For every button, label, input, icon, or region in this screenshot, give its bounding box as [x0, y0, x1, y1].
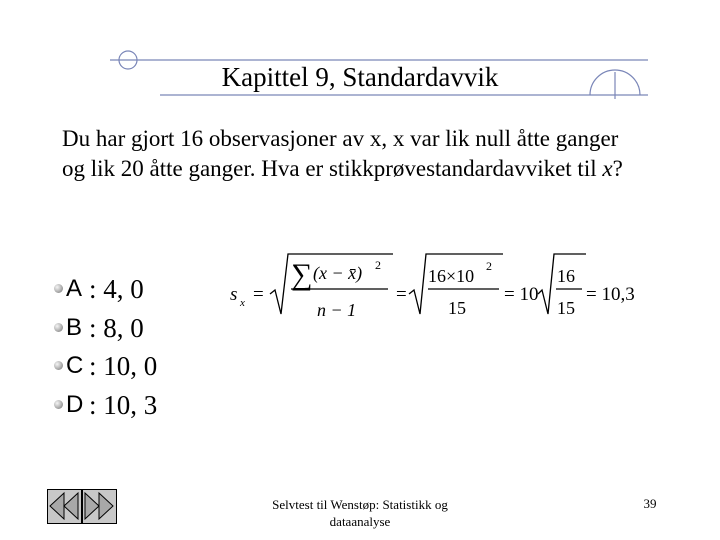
formula-sum-numerator: (x − x̄): [313, 263, 363, 283]
option-value: : 4, 0: [89, 274, 144, 304]
formula-equals: =: [253, 284, 264, 305]
question-line-2: [62, 154, 682, 184]
slide-navigation: [47, 489, 117, 525]
formula-lhs: s: [230, 284, 238, 305]
question-line-1: Du har gjort 16 observasjoner av x, x var lik null åtte ganger: [62, 126, 619, 151]
option-value: : 8, 0: [89, 312, 144, 343]
bullet-icon: [54, 400, 63, 409]
footer-source: [250, 496, 470, 530]
nav-last-button[interactable]: [83, 490, 117, 524]
bullet-icon: [54, 361, 63, 370]
option-value: : 10, 3: [89, 389, 158, 420]
option-letter: C: [66, 352, 84, 379]
formula-lhs-subscript: x: [240, 297, 245, 309]
formula-frac3-denominator: 15: [557, 298, 575, 318]
option-letter: A: [66, 275, 83, 302]
question-text: [62, 124, 682, 184]
question-line-2-suffix: ?: [612, 156, 623, 181]
option-letter: D: [66, 390, 84, 418]
formula-exponent: 2: [375, 258, 381, 272]
question-variable: x: [602, 156, 613, 181]
formula-result: = 10,3: [586, 284, 635, 305]
option-letter: B: [66, 313, 83, 341]
formula-coefficient: = 10: [504, 284, 539, 305]
footer-source-line-2: dataanalyse: [329, 514, 391, 529]
formula-equals-2: =: [396, 284, 407, 305]
std-dev-formula: [228, 250, 648, 330]
bullet-icon: [54, 323, 63, 332]
formula-numerator-2: 16×10: [428, 266, 475, 286]
page-number: 39: [643, 496, 657, 511]
sum-sign: ∑: [291, 258, 313, 291]
formula-denominator-1: n − 1: [317, 300, 357, 320]
question-line-2-prefix: og lik 20 åtte ganger. Hva er stikkprøvestandardavviket til: [62, 156, 603, 181]
footer-source-line-1: Selvtest til Wenstøp: Statistikk og: [272, 497, 448, 512]
bullet-icon: [54, 284, 63, 293]
formula-exponent-2: 2: [486, 259, 492, 273]
slide-title: Kapittel 9, Standardavvik: [221, 62, 499, 92]
nav-first-button[interactable]: [48, 490, 82, 524]
option-value: : 10, 0: [89, 351, 158, 381]
formula-frac3-numerator: 16: [557, 266, 575, 286]
formula-denominator-2: 15: [448, 298, 466, 318]
